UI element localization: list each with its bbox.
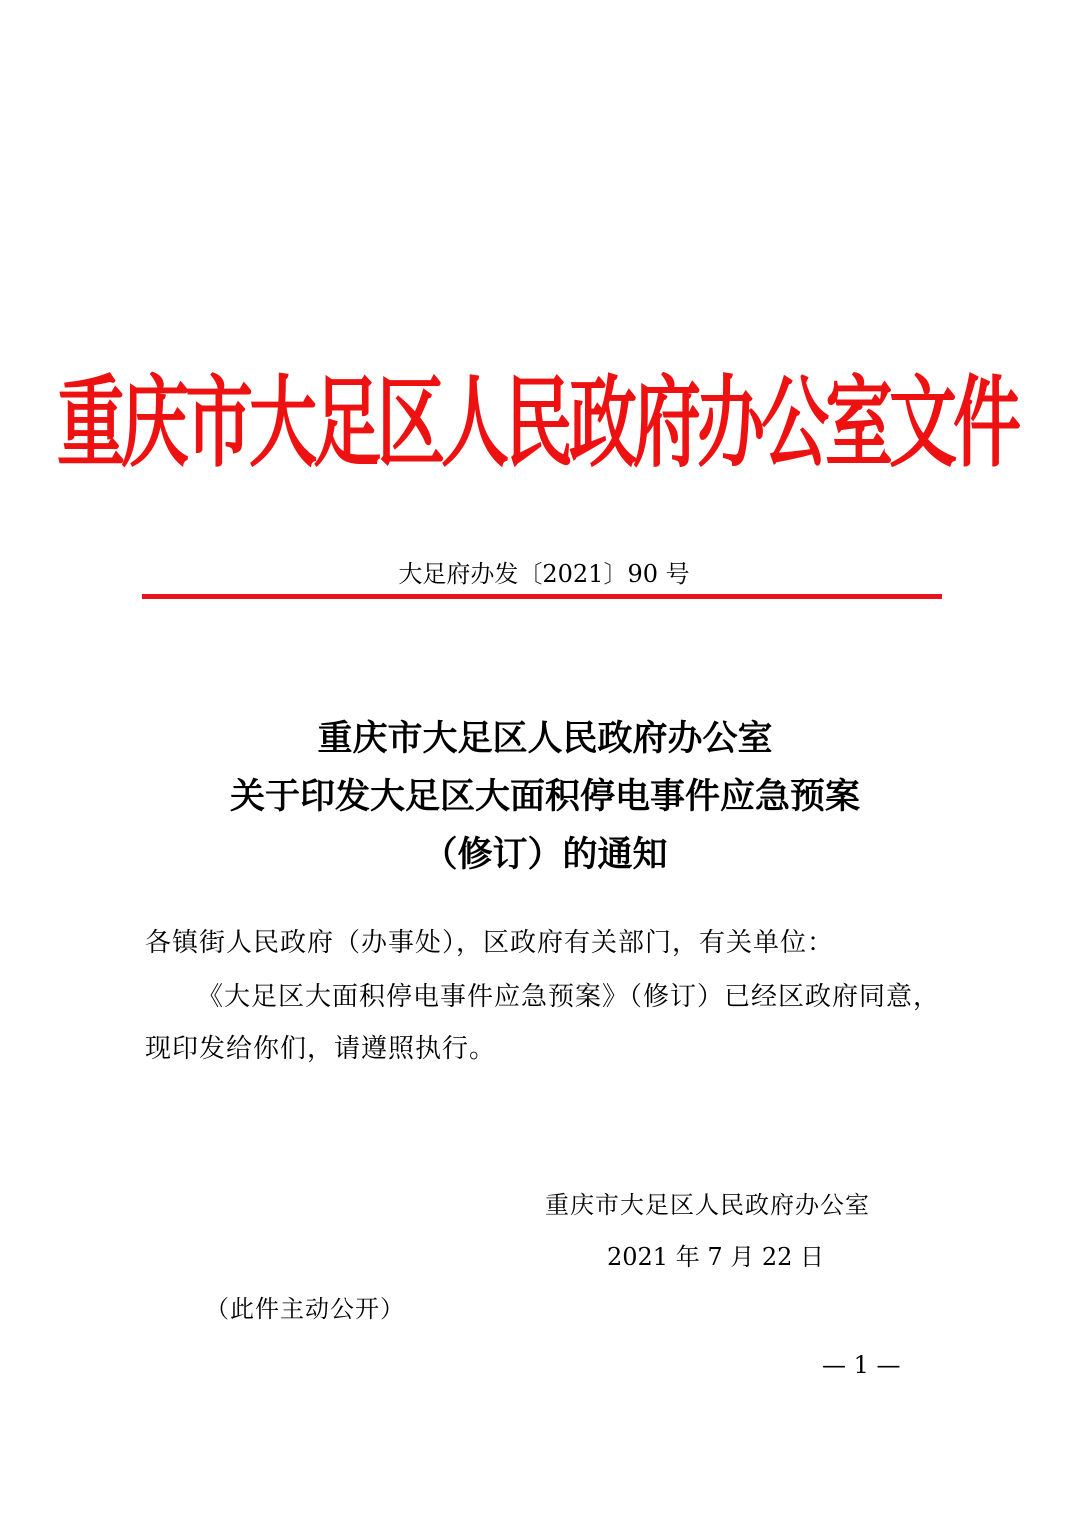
page-number: — 1 — [822,1351,901,1379]
notice-title-line-1: 重庆市大足区人民政府办公室 [317,718,773,759]
document-number: 大足府办发〔2021〕90 号 [398,560,690,588]
notice-title [0,710,1074,884]
salutation: 各镇街人民政府（办事处），区政府有关部门，有关单位： [145,928,835,958]
signature-organization: 重庆市大足区人民政府办公室 [545,1191,870,1219]
header-title-text: 重庆市大足区人民政府办公室文件 [56,367,1017,482]
header-divider [142,594,942,599]
body-paragraph-line-2: 现印发给你们，请遵照执行。 [145,1034,497,1064]
disclosure-note: （此件主动公开） [205,1295,405,1323]
document-header-title [0,360,1074,490]
body-paragraph-line-1: 《大足区大面积停电事件应急预案》（修订）已经区政府同意， [197,982,941,1012]
signature-date: 2021 年 7 月 22 日 [607,1243,825,1271]
notice-title-line-2: 关于印发大足区大面积停电事件应急预案 [229,776,860,817]
notice-title-line-3: （修订）的通知 [422,834,668,875]
